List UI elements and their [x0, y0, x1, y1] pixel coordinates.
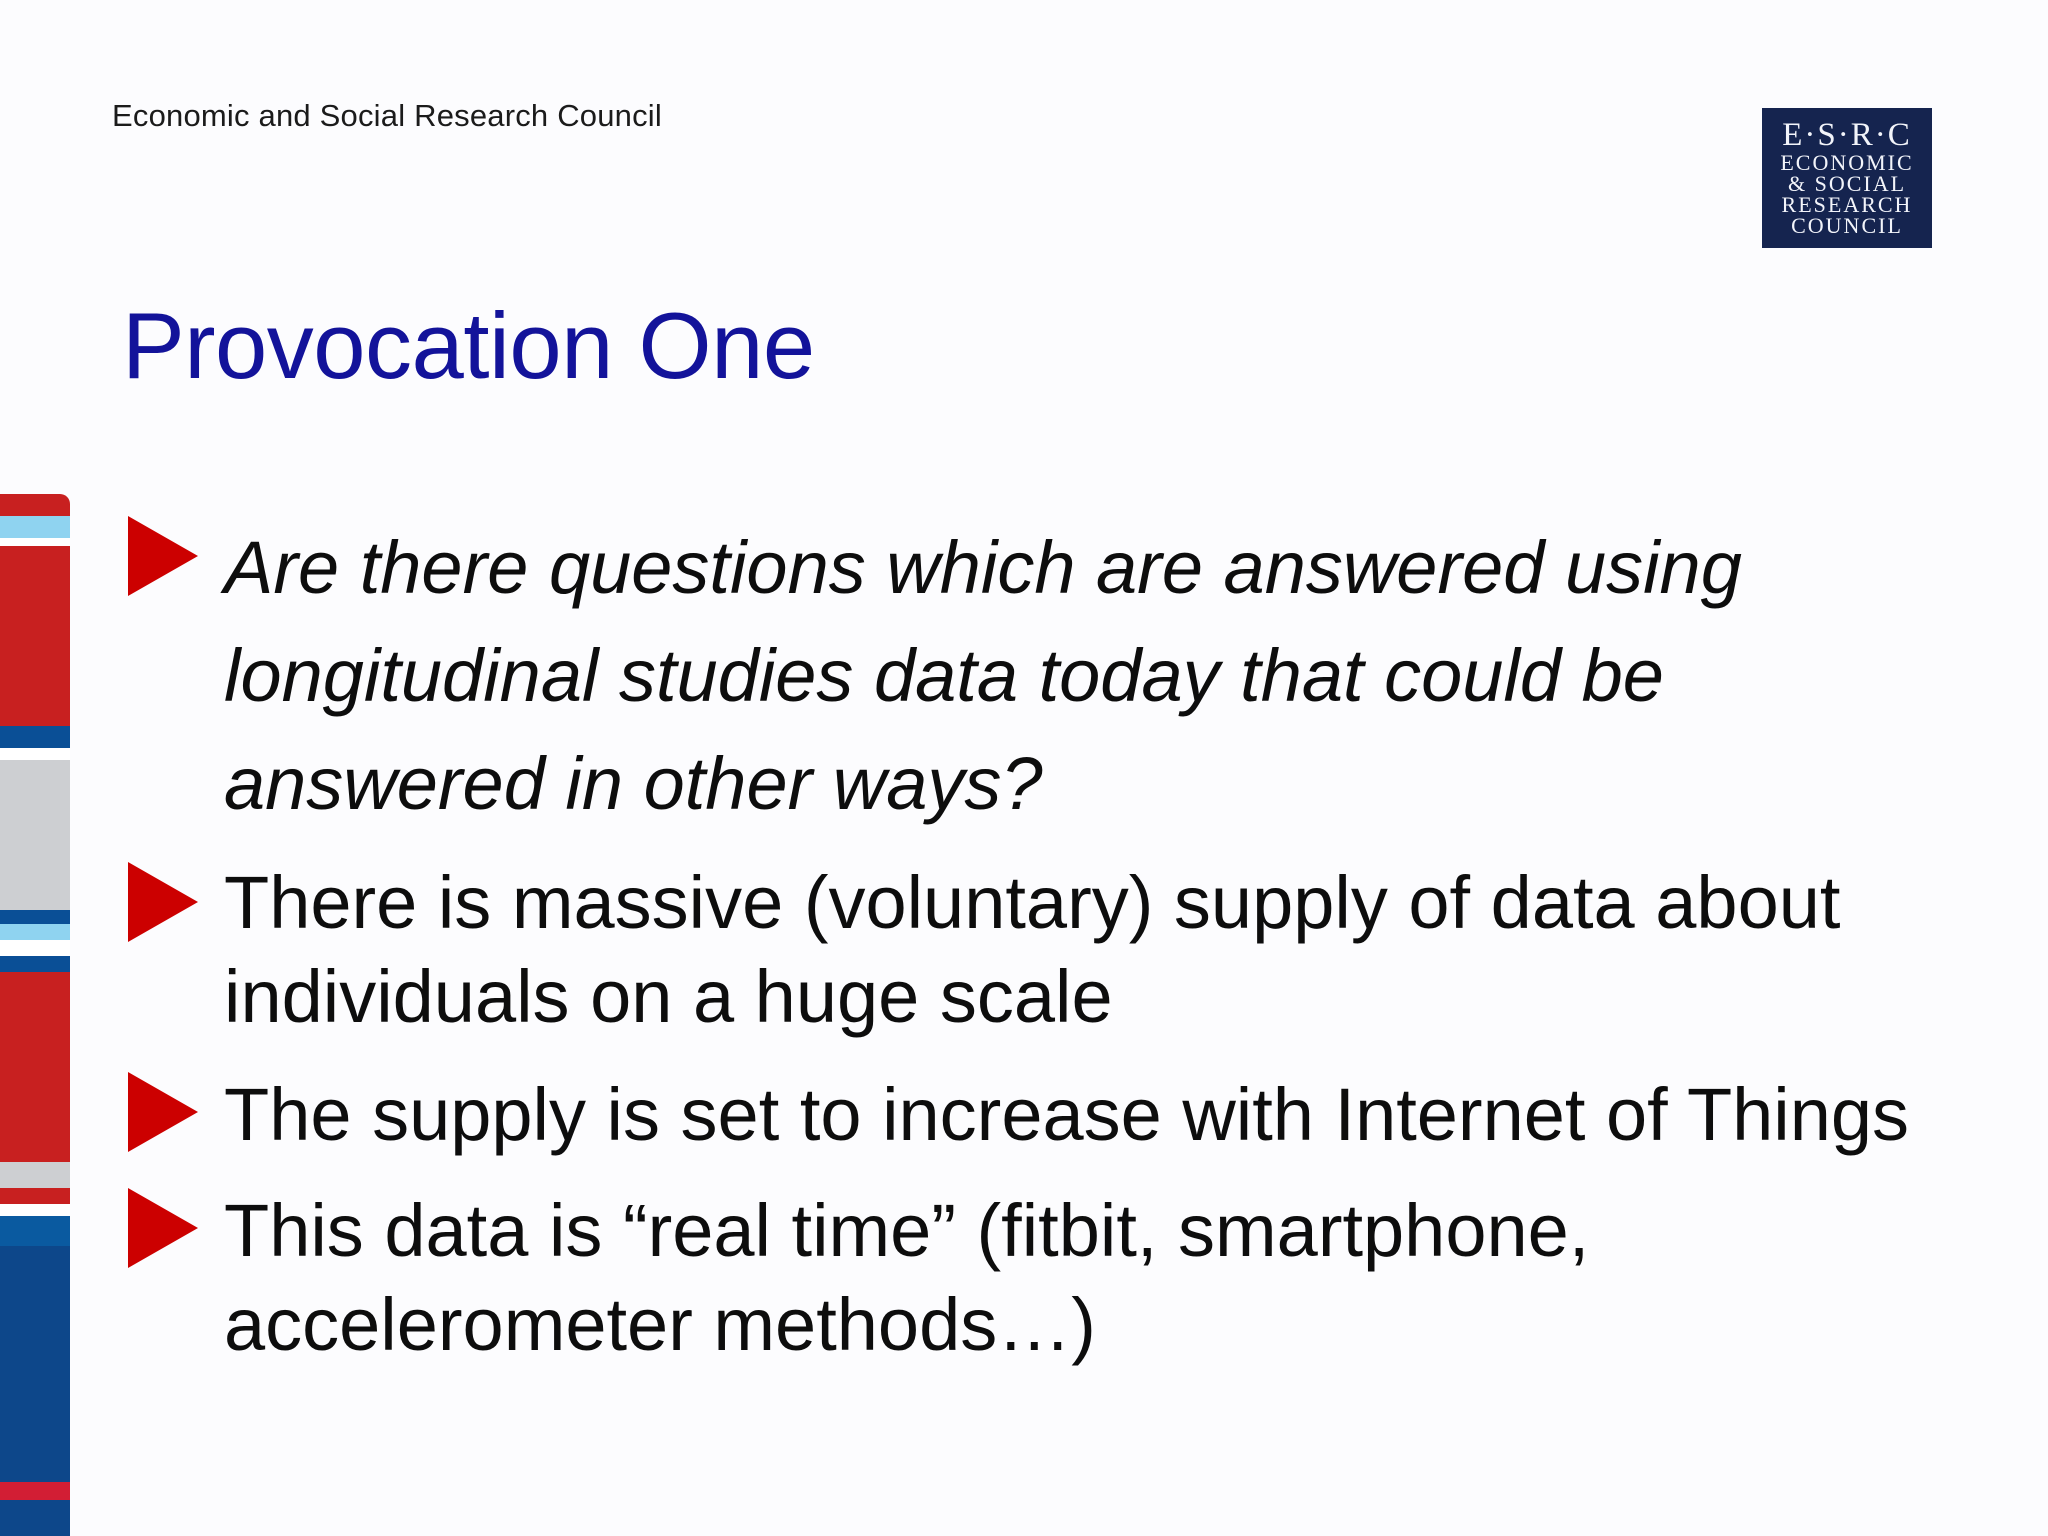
side-stripe: [0, 1216, 70, 1246]
slide-title: Provocation One: [122, 293, 815, 398]
logo-line-2: & SOCIAL: [1787, 171, 1907, 196]
side-stripe: [0, 494, 70, 516]
side-stripe: [0, 1500, 70, 1536]
logo-line-4: COUNCIL: [1791, 213, 1903, 238]
bullet-item-1: Are there questions which are answered using longitudinal studies data today that could be answered in other ways?: [224, 526, 1742, 825]
logo-abbr: E·S·R·C: [1782, 117, 1912, 153]
side-stripe: [0, 972, 70, 1162]
bullet-arrow-icon: [128, 516, 198, 596]
side-stripe: [0, 910, 70, 924]
bullet-arrow-icon: [128, 1072, 198, 1152]
logo-line-1: ECONOMIC: [1780, 150, 1914, 175]
org-name: Economic and Social Research Council: [112, 98, 662, 133]
side-stripe: [0, 924, 70, 940]
bullet-item-4: This data is “real time” (fitbit, smartphone, accelerometer methods…): [224, 1189, 1590, 1366]
decorative-side-bar: [0, 494, 70, 1536]
bullet-item-3: The supply is set to increase with Internet of Things: [224, 1073, 1910, 1156]
side-stripe: [0, 760, 70, 910]
bullet-arrow-icon: [128, 1188, 198, 1268]
side-stripe: [0, 516, 70, 538]
side-stripe: [0, 1188, 70, 1204]
side-stripe: [0, 748, 70, 760]
side-stripe: [0, 538, 70, 546]
bullet-arrow-icon: [128, 862, 198, 942]
side-stripe: [0, 726, 70, 748]
side-stripe: [0, 546, 70, 726]
esrc-logo: [1762, 108, 1932, 248]
bullet-item-2: There is massive (voluntary) supply of data about individuals on a huge scale: [224, 861, 1841, 1038]
side-stripe: [0, 1204, 70, 1216]
side-stripe: [0, 1482, 70, 1500]
side-stripe: [0, 1162, 70, 1188]
side-stripe: [0, 956, 70, 972]
logo-line-3: RESEARCH: [1781, 192, 1913, 217]
side-stripe: [0, 1246, 70, 1482]
side-stripe: [0, 940, 70, 956]
